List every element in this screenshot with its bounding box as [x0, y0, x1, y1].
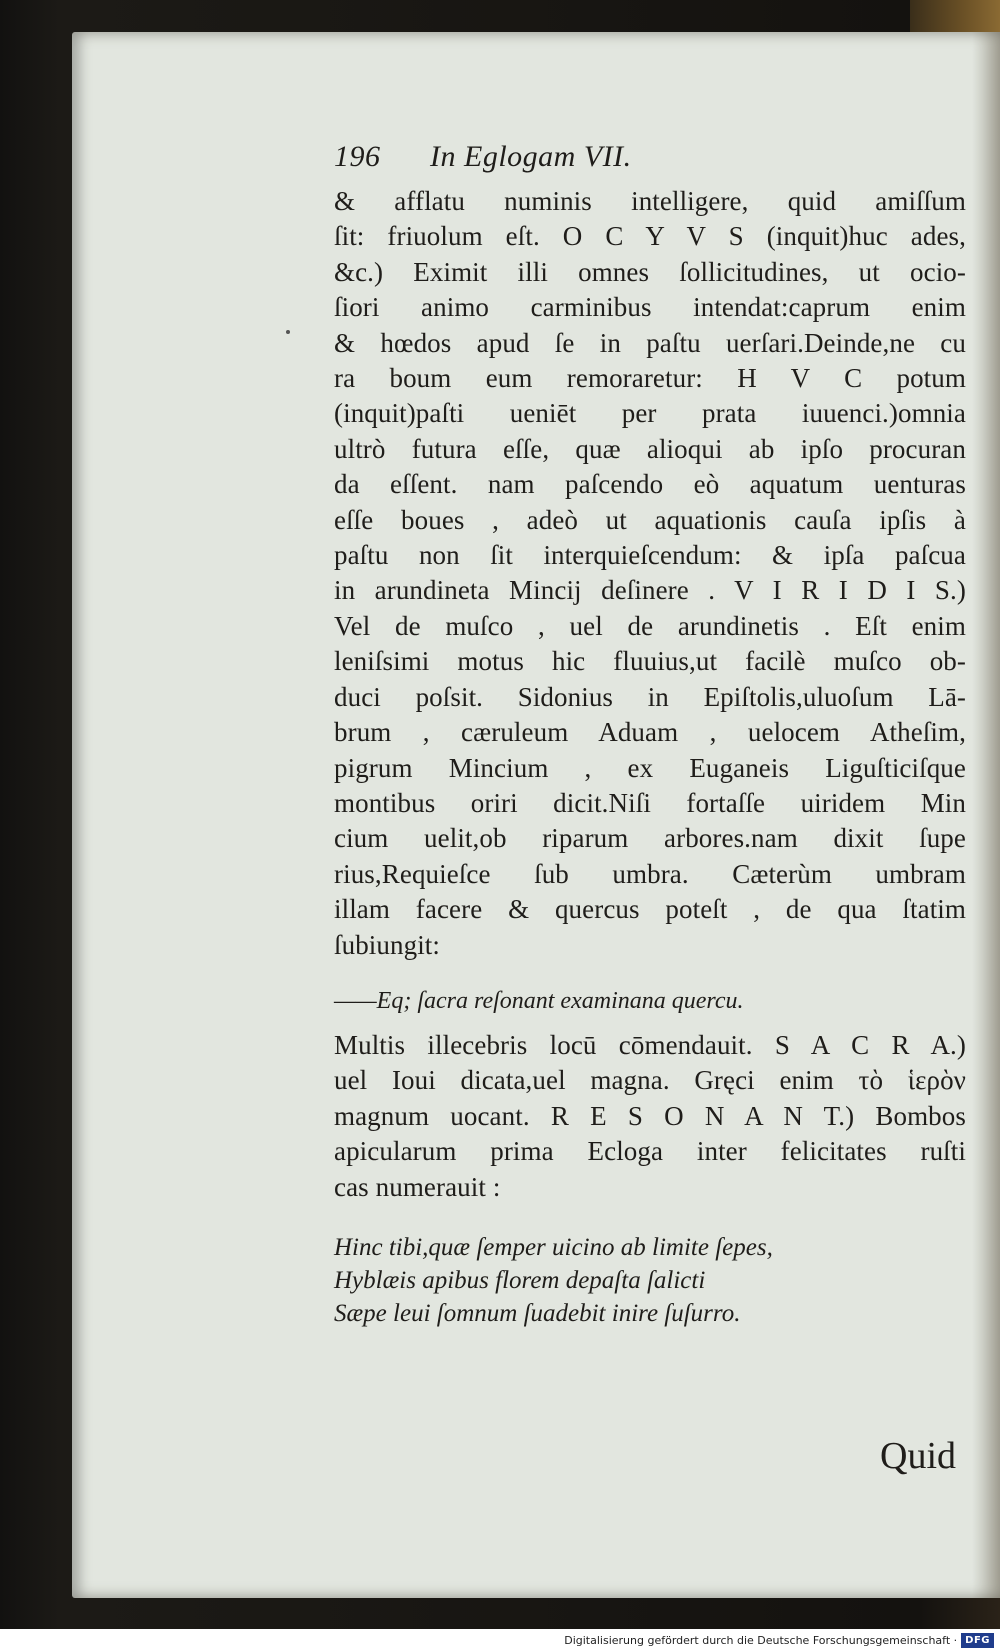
text-line: duci poſsit. Sidonius in Epiſtolis,uluoſum Lā-	[334, 681, 966, 712]
page-header	[334, 140, 966, 184]
verse-line: Sæpe leui ſomnum ſuadebit inire ſuſurro.	[334, 1299, 741, 1327]
text-line: magnum uocant. R E S O N A N T.) Bombos	[334, 1100, 966, 1131]
text-line: eſſe boues , adeò ut aquationis cauſa ipſis à	[334, 504, 966, 535]
text-line: illam facere & quercus poteſt , de qua ſtatim	[334, 894, 966, 925]
text-line: ſiori animo carminibus intendat:caprum enim	[334, 292, 966, 323]
body-paragraph	[334, 184, 966, 963]
digitization-credit-bar	[0, 1629, 1000, 1651]
text-line: ſit: friuolum eſt. O C Y V S (inquit)huc ades,	[334, 221, 966, 252]
text-line: &c.) Eximit illi omnes ſollicitudines, ut ocio-	[334, 256, 966, 287]
text-line: paſtu non ſit interquieſcendum: & ipſa paſcua	[334, 540, 966, 571]
page-gutter-shadow	[972, 32, 1000, 1598]
credit-text: Digitalisierung gefördert durch die Deutsche Forschungsgemeinschaft ·	[564, 1633, 958, 1647]
text-line: pigrum Mincium , ex Euganeis Liguſticiſque	[334, 752, 966, 783]
text-line: uel Ioui dicata,uel magna. Gręci enim τὸ ἱερὸν	[334, 1065, 966, 1096]
text-line: montibus oriri dicit.Niſi fortaſſe uiridem Min	[334, 787, 966, 818]
text-line: Vel de muſco , uel de arundinetis . Eſt enim	[334, 610, 966, 641]
text-line: Multis illecebris locū cōmendauit. S A C R A.)	[334, 1029, 966, 1060]
book-cover-edge	[910, 0, 1000, 34]
page-number: 196	[334, 140, 381, 173]
catchword: Quid	[880, 1435, 956, 1477]
text-line: & afflatu numinis intelligere, quid amiſſum	[334, 186, 966, 216]
verse-line: Hyblæis apibus florem depaſta ſalicti	[334, 1266, 706, 1294]
text-line: leniſsimi motus hic fluuius,ut facilè muſco ob-	[334, 646, 966, 677]
commentary-paragraph	[334, 1028, 966, 1205]
text-line: ra boum eum remoraretur: H V C potum	[334, 363, 966, 394]
text-line: apicularum prima Ecloga inter felicitates ruſti	[334, 1136, 966, 1167]
text-line: (inquit)paſti ueniēt per prata iuuenci.)omnia	[334, 398, 966, 429]
text-line: in arundineta Mincij deſinere . V I R I D I S.)	[334, 575, 966, 606]
margin-mark	[286, 330, 290, 334]
text-line: ſubiungit:	[334, 929, 441, 960]
verse-line: Hinc tibi,quæ ſemper uicino ab limite ſepes,	[334, 1233, 773, 1261]
verse-citation	[334, 1231, 966, 1330]
text-line: rius,Requieſce ſub umbra. Cæterùm umbram	[334, 858, 966, 889]
text-line: ultrò futura eſſe, quæ alioqui ab ipſo procuran	[334, 433, 966, 464]
text-line: cas numerauit :	[334, 1171, 501, 1202]
running-head: In Eglogam VII.	[430, 140, 632, 173]
text-line: cium uelit,ob riparum arbores.nam dixit ſupe	[334, 823, 966, 854]
text-line: da eſſent. nam paſcendo eò aquatum uenturas	[334, 469, 966, 500]
dfg-logo: DFG	[961, 1633, 994, 1648]
text-line: & hœdos apud ſe in paſtu uerſari.Deinde,ne cu	[334, 327, 966, 358]
text-line: brum , cæruleum Aduam , uelocem Atheſim,	[334, 717, 966, 748]
quoted-verse: ——Eq; ſacra reſonant examinana quercu.	[334, 987, 744, 1014]
page-text	[334, 140, 966, 1330]
